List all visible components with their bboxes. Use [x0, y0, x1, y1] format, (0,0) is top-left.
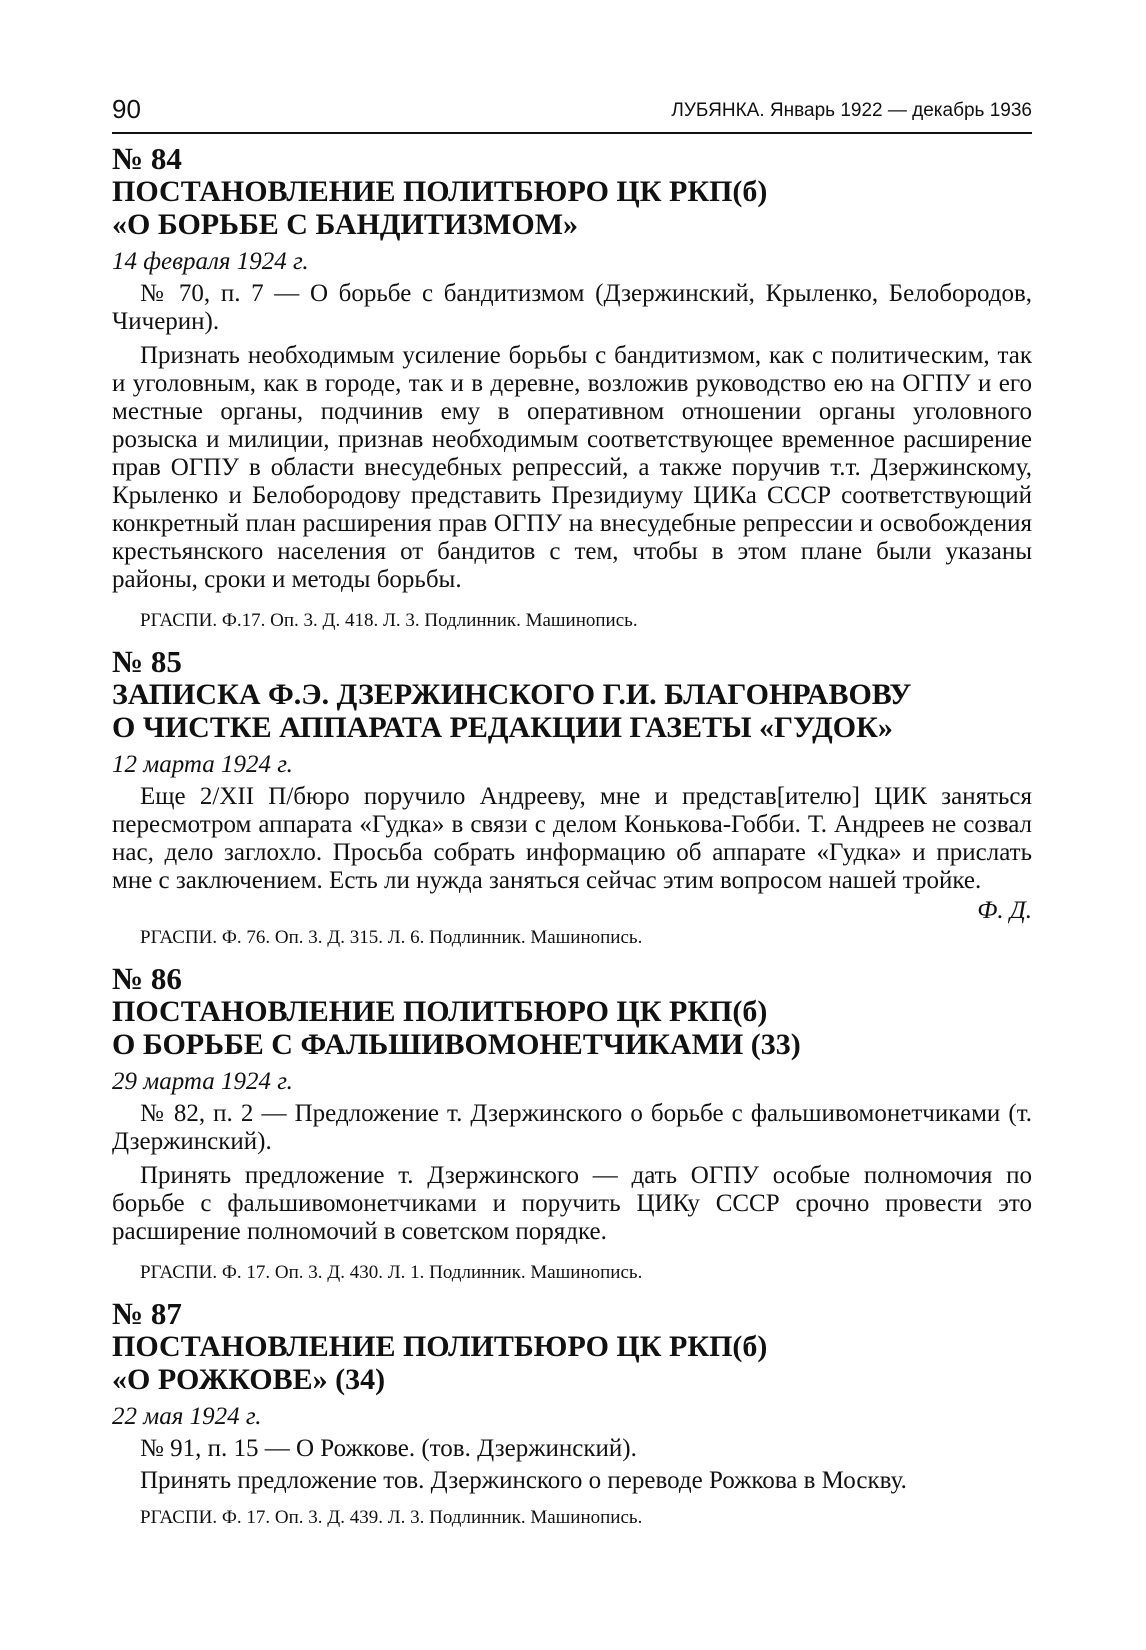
document-number: № 85 [112, 644, 182, 679]
document-84 [112, 143, 1032, 634]
document-title-line: О ЧИСТКЕ АППАРАТА РЕДАКЦИИ ГАЗЕТЫ «ГУДОК» [112, 711, 893, 744]
document-number: № 84 [112, 141, 182, 176]
document-title-line: «О БОРЬБЕ С БАНДИТИЗМОМ» [112, 208, 579, 241]
document-date: 22 мая 1924 г. [112, 1403, 262, 1430]
document-title-line: ПОСТАНОВЛЕНИЕ ПОЛИТБЮРО ЦК РКП(б) [112, 995, 768, 1028]
document-title-line: ПОСТАНОВЛЕНИЕ ПОЛИТБЮРО ЦК РКП(б) [112, 1330, 768, 1363]
document-paragraph: Признать необходимым усиление борьбы с бандитизмом, как с политическим, так и уголовным, как в городе, так и в деревне, возложив руководство ею на ОГПУ и его местные органы, подчинив ему в оперативном отношении органы уголовного розыска и милиции, признав необходимым соответствующее временное расширение прав ОГПУ в области внесудебных репрессий, а также поручив т.т. Дзержинскому, Крыленко и Белобородову представить Президиуму ЦИКа СССР соответствующий конкретный план расширения прав ОГПУ на внесудебные репрессии и освобождения крестьянского населения от бандитов с тем, чтобы в этом плане были указаны районы, сроки и методы борьбы. [112, 342, 1032, 593]
document-date: 29 марта 1924 г. [112, 1068, 293, 1095]
book-title: ЛУБЯНКА. Январь 1922 — декабрь 1936 [671, 100, 1032, 121]
document-paragraph: Принять предложение тов. Дзержинского о переводе Рожкова в Москву. [140, 1467, 907, 1494]
document-86 [112, 963, 1032, 1286]
archival-source: РГАСПИ. Ф.17. Оп. 3. Д. 418. Л. 3. Подлинник. Машинопись. [140, 610, 638, 631]
document-date: 12 марта 1924 г. [112, 751, 293, 778]
document-paragraph: № 70, п. 7 — О борьбе с бандитизмом (Дзержинский, Крыленко, Белобородов, Чичерин). [112, 280, 1032, 335]
page-content [112, 135, 1032, 1543]
document-87 [112, 1298, 1032, 1531]
document-number: № 86 [112, 961, 182, 996]
document-number: № 87 [112, 1296, 182, 1331]
archival-source: РГАСПИ. Ф. 17. Оп. 3. Д. 430. Л. 1. Подлинник. Машинопись. [140, 1262, 643, 1283]
document-title-line: «О РОЖКОВЕ» (34) [112, 1363, 386, 1396]
document-title-line: ПОСТАНОВЛЕНИЕ ПОЛИТБЮРО ЦК РКП(б) [112, 175, 768, 208]
document-title-line: ЗАПИСКА Ф.Э. ДЗЕРЖИНСКОГО Г.И. БЛАГОНРАВОВУ [112, 678, 912, 711]
running-head [112, 92, 1032, 134]
document-paragraph: Еще 2/XII П/бюро поручило Андрееву, мне и представ[ителю] ЦИК заняться пересмотром аппарата «Гудка» в связи с делом Конькова-Гобби. Т. Андреев не созвал нас, дело заглохло. Просьба собрать информацию об аппарате «Гудка» и прислать мне с заключением. Есть ли нужда заняться сейчас этим вопросом нашей тройке. [112, 783, 1032, 894]
document-85 [112, 646, 1032, 951]
document-date: 14 февраля 1924 г. [112, 248, 309, 275]
archival-source: РГАСПИ. Ф. 76. Оп. 3. Д. 315. Л. 6. Подлинник. Машинопись. [140, 927, 643, 948]
document-paragraph: № 82, п. 2 — Предложение т. Дзержинского о борьбе с фальшивомонетчиками (т. Дзержинский). [112, 1100, 1032, 1155]
document-title-line: О БОРЬБЕ С ФАЛЬШИВОМОНЕТЧИКАМИ (33) [112, 1028, 801, 1061]
signature: Ф. Д. [977, 897, 1032, 924]
document-paragraph: № 91, п. 15 — О Рожкове. (тов. Дзержинский). [140, 1435, 637, 1462]
archival-source: РГАСПИ. Ф. 17. Оп. 3. Д. 439. Л. 3. Подлинник. Машинопись. [140, 1507, 643, 1528]
document-paragraph: Принять предложение т. Дзержинского — дать ОГПУ особые полномочия по борьбе с фальшивомонетчиками и поручить ЦИКу СССР срочно провести это расширение полномочий в советском порядке. [112, 1162, 1032, 1245]
page-number: 90 [112, 94, 141, 124]
